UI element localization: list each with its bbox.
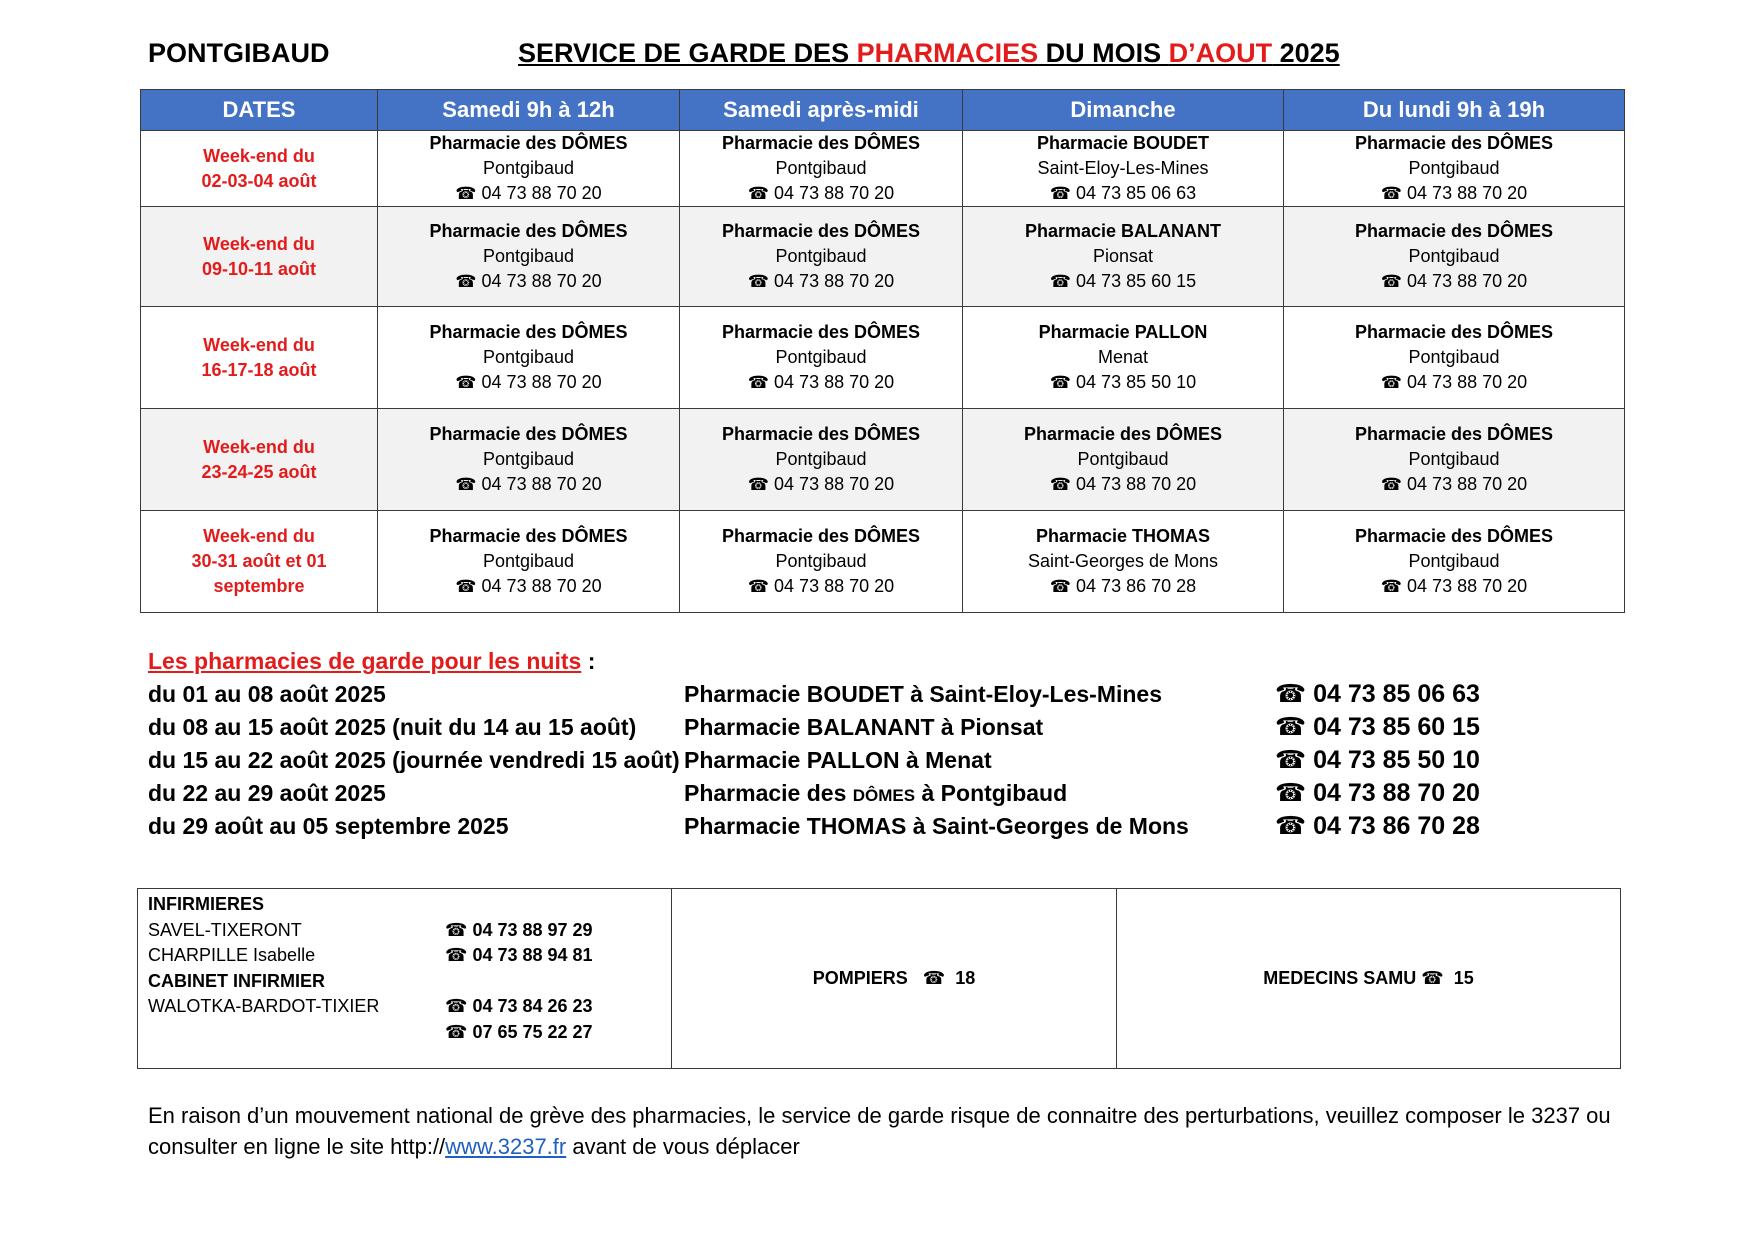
nurses-cell [138, 889, 672, 1069]
pharmacy-city: Pontgibaud [1408, 347, 1500, 367]
samu-cell [1117, 889, 1621, 1069]
phone-icon: ☎ [1049, 577, 1072, 596]
pharmacy-phone-number: 04 73 86 70 28 [1076, 576, 1197, 596]
nurse-entry [148, 943, 661, 969]
phone-icon: ☎ [1049, 184, 1072, 203]
cabinet-phone-number: 04 73 84 26 23 [472, 996, 593, 1016]
firefighters-cell [672, 889, 1117, 1069]
samu-label: MEDECINS SAMU [1263, 968, 1417, 988]
phone-icon: ☎ [1049, 475, 1072, 494]
weekend-date-line: 09-10-11 août [201, 258, 317, 279]
night-pharmacy: Pharmacie BOUDET à Saint-Eloy-Les-Mines [684, 681, 1163, 707]
phone-icon: ☎ [1380, 272, 1403, 291]
nurse-name: SAVEL-TIXERONT [148, 919, 302, 940]
pharmacy-phone-number: 04 73 85 06 63 [1076, 183, 1197, 203]
nurse-name: CHARPILLE Isabelle [148, 945, 316, 965]
pharmacy-phone-number: 04 73 88 70 20 [481, 474, 602, 494]
pharmacy-phone [382, 181, 675, 206]
pharmacy-city: Saint-Georges de Mons [1027, 551, 1219, 571]
pharmacy-city: Pontgibaud [1408, 158, 1500, 178]
phone-icon: ☎ [445, 1021, 468, 1042]
table-row [141, 207, 1625, 307]
cabinet-phone [445, 1020, 593, 1046]
night-row [148, 678, 1548, 711]
nurses-heading: INFIRMIERES [148, 894, 265, 914]
pharmacy-phone-number: 04 73 88 70 20 [774, 183, 895, 203]
cabinet-phone-number: 07 65 75 22 27 [472, 1021, 593, 1042]
pharmacy-cell [680, 307, 963, 409]
phone-icon: ☎ [1275, 779, 1307, 807]
pharmacy-phone [967, 181, 1279, 206]
pharmacy-phone-number: 04 73 88 70 20 [1407, 183, 1528, 203]
title-part-3: DU MOIS [1038, 38, 1169, 68]
pharmacy-phone-number: 04 73 88 70 20 [1076, 474, 1197, 494]
pharmacy-cell [378, 207, 680, 307]
pharmacy-cell [1284, 511, 1625, 613]
night-phone-number: 04 73 88 70 20 [1313, 779, 1480, 807]
header-saturday-morning: Samedi 9h à 12h [378, 90, 680, 131]
pharmacy-city: Pontgibaud [775, 158, 867, 178]
pharmacy-name: Pharmacie des DÔMES [721, 526, 921, 546]
pharmacy-name: Pharmacie des DÔMES [1023, 424, 1223, 444]
cabinet-phone [445, 994, 593, 1020]
pharmacy-phone-number: 04 73 88 70 20 [481, 271, 602, 291]
weekend-dates-cell [141, 131, 378, 207]
pharmacy-name: Pharmacie des DÔMES [1354, 526, 1554, 546]
strike-notice [148, 1100, 1628, 1162]
pharmacy-phone [1288, 269, 1620, 294]
header-saturday-afternoon: Samedi après-midi [680, 90, 963, 131]
phone-icon: ☎ [747, 475, 770, 494]
pharmacy-phone [684, 472, 958, 497]
pharmacy-phone-number: 04 73 88 70 20 [481, 576, 602, 596]
night-duty-heading-suffix: : [581, 648, 596, 674]
weekend-date-line: 16-17-18 août [201, 359, 317, 380]
pharmacy-name: Pharmacie des DÔMES [1354, 221, 1554, 241]
pharmacy-city: Pontgibaud [482, 246, 575, 266]
pharmacy-city: Pontgibaud [1408, 449, 1500, 469]
phone-icon: ☎ [445, 996, 468, 1016]
weekend-dates-cell [141, 409, 378, 511]
night-row [148, 744, 1548, 777]
nurse-phone-number: 04 73 88 97 29 [472, 919, 593, 940]
night-row [148, 810, 1548, 843]
pharmacy-city: Pontgibaud [775, 246, 867, 266]
phone-icon: ☎ [1049, 373, 1072, 392]
samu-number: 15 [1453, 968, 1474, 988]
night-pharmacy: Pharmacie THOMAS à Saint-Georges de Mons [684, 813, 1189, 839]
nurse-phone [445, 943, 593, 969]
weekend-date-line: 02-03-04 août [201, 170, 317, 191]
phone-icon: ☎ [1275, 746, 1307, 774]
night-phone-number: 04 73 86 70 28 [1313, 812, 1480, 840]
phone-icon: ☎ [455, 272, 477, 291]
pharmacy-city: Pontgibaud [482, 347, 575, 367]
header-weekdays: Du lundi 9h à 19h [1284, 90, 1625, 131]
phone-icon: ☎ [455, 184, 477, 203]
pharmacy-phone-number: 04 73 88 70 20 [1407, 372, 1528, 392]
nurse-phone-number: 04 73 88 94 81 [472, 945, 593, 965]
pharmacy-phone [684, 370, 958, 395]
night-phone [1275, 777, 1480, 810]
table-row [141, 131, 1625, 207]
night-pharmacy-part: à Pontgibaud [915, 780, 1068, 806]
phone-icon: ☎ [455, 475, 477, 494]
pharmacy-phone [684, 181, 958, 206]
pharmacy-phone [1288, 574, 1620, 599]
pharmacy-name: Pharmacie PALLON [1038, 322, 1208, 342]
pharmacy-phone [1288, 370, 1620, 395]
night-duty-heading-text: Les pharmacies de garde pour les nuits [148, 648, 582, 674]
night-duty-heading [148, 645, 1548, 678]
weekend-date-line: 30-31 août et 01 [191, 551, 327, 571]
table-row [141, 511, 1625, 613]
pharmacy-name: Pharmacie des DÔMES [721, 322, 921, 342]
duty-schedule-table [140, 89, 1625, 613]
nurse-phone [445, 918, 593, 944]
pharmacy-cell [1284, 207, 1625, 307]
title-part-4: D’AOUT [1168, 38, 1273, 68]
phone-icon: ☎ [1049, 272, 1072, 291]
phone-icon: ☎ [1275, 812, 1307, 840]
phone-icon: ☎ [1380, 373, 1403, 392]
website-link[interactable]: www.3237.fr [445, 1134, 567, 1159]
header-dates: DATES [141, 90, 378, 131]
phone-icon: ☎ [1421, 968, 1444, 988]
weekend-date-line: septembre [213, 576, 305, 596]
night-phone [1275, 711, 1480, 744]
night-phone-number: 04 73 85 06 63 [1313, 680, 1480, 708]
pharmacy-phone-number: 04 73 85 60 15 [1076, 271, 1197, 291]
pharmacy-cell [963, 409, 1284, 511]
night-period: du 29 août au 05 septembre 2025 [148, 813, 509, 839]
night-phone [1275, 744, 1480, 777]
pharmacy-cell [1284, 307, 1625, 409]
pharmacy-phone-number: 04 73 88 70 20 [774, 474, 895, 494]
night-phone-number: 04 73 85 60 15 [1313, 713, 1480, 741]
pharmacy-name: Pharmacie des DÔMES [721, 221, 921, 241]
night-pharmacy [684, 777, 1067, 812]
pharmacy-name: Pharmacie des DÔMES [429, 221, 628, 241]
phone-icon: ☎ [1380, 475, 1403, 494]
pharmacy-cell [1284, 131, 1625, 207]
pharmacy-name: Pharmacie des DÔMES [429, 322, 628, 342]
pharmacy-cell [1284, 409, 1625, 511]
weekend-date-line: Week-end du [203, 145, 315, 166]
weekend-date-line: Week-end du [203, 526, 315, 546]
pharmacy-cell [963, 207, 1284, 307]
pharmacy-cell [680, 131, 963, 207]
page-title [518, 38, 1340, 69]
phone-icon: ☎ [445, 919, 468, 940]
night-phone-number: 04 73 85 50 10 [1313, 746, 1480, 774]
town-name: PONTGIBAUD [148, 38, 330, 68]
phone-icon: ☎ [747, 373, 770, 392]
phone-icon: ☎ [1275, 680, 1307, 708]
pharmacy-city: Saint-Eloy-Les-Mines [1037, 158, 1209, 178]
night-row [148, 711, 1548, 744]
firefighters-label: POMPIERS [812, 968, 908, 988]
pharmacy-cell [378, 307, 680, 409]
pharmacy-name: Pharmacie THOMAS [1035, 526, 1211, 546]
pharmacy-cell [963, 511, 1284, 613]
weekend-date-line: Week-end du [203, 233, 315, 254]
pharmacy-phone-number: 04 73 85 50 10 [1076, 372, 1197, 392]
pharmacy-phone-number: 04 73 88 70 20 [1407, 576, 1528, 596]
pharmacy-phone-number: 04 73 88 70 20 [774, 372, 895, 392]
phone-icon: ☎ [1380, 577, 1403, 596]
night-period: du 22 au 29 août 2025 [148, 780, 386, 806]
pharmacy-name: Pharmacie des DÔMES [1354, 133, 1554, 153]
cabinet-heading: CABINET INFIRMIER [148, 970, 325, 991]
phone-icon: ☎ [1380, 184, 1403, 203]
pharmacy-name: Pharmacie BOUDET [1036, 133, 1210, 153]
pharmacy-cell [378, 409, 680, 511]
cabinet-name: WALOTKA-BARDOT-TIXIER [148, 996, 380, 1016]
firefighters-number: 18 [955, 968, 976, 988]
pharmacy-phone [684, 269, 958, 294]
pharmacy-city: Pontgibaud [775, 449, 867, 469]
phone-icon: ☎ [455, 577, 477, 596]
contacts-table [137, 888, 1621, 1069]
title-part-5: 2025 [1272, 38, 1340, 68]
pharmacy-phone [382, 269, 675, 294]
pharmacy-phone-number: 04 73 88 70 20 [481, 183, 602, 203]
pharmacy-city: Pontgibaud [1408, 551, 1500, 571]
night-pharmacy: Pharmacie PALLON à Menat [684, 747, 992, 773]
pharmacy-cell [963, 131, 1284, 207]
night-duty-section [148, 645, 1548, 843]
pharmacy-city: Menat [1097, 347, 1149, 367]
pharmacy-cell [378, 131, 680, 207]
weekend-date-line: Week-end du [203, 436, 315, 457]
pharmacy-name: Pharmacie des DÔMES [429, 526, 628, 546]
notice-text-end: avant de vous déplacer [566, 1134, 800, 1159]
pharmacy-phone [382, 574, 675, 599]
table-row [141, 409, 1625, 511]
pharmacy-phone-number: 04 73 88 70 20 [481, 372, 602, 392]
pharmacy-phone [967, 472, 1279, 497]
pharmacy-name: Pharmacie des DÔMES [1354, 322, 1554, 342]
weekend-date-line: 23-24-25 août [201, 461, 317, 482]
phone-icon: ☎ [747, 577, 770, 596]
pharmacy-phone [1288, 181, 1620, 206]
phone-icon: ☎ [455, 373, 477, 392]
table-header-row [141, 90, 1625, 131]
night-pharmacy-part: DÔMES [852, 786, 916, 805]
pharmacy-cell [963, 307, 1284, 409]
title-part-2: PHARMACIES [856, 38, 1039, 68]
pharmacy-phone-number: 04 73 88 70 20 [1407, 474, 1528, 494]
weekend-dates-cell [141, 207, 378, 307]
pharmacy-city: Pontgibaud [775, 551, 867, 571]
pharmacy-name: Pharmacie des DÔMES [721, 424, 921, 444]
pharmacy-cell [680, 511, 963, 613]
pharmacy-cell [680, 207, 963, 307]
phone-icon: ☎ [445, 945, 468, 965]
pharmacy-cell [378, 511, 680, 613]
table-row [141, 307, 1625, 409]
phone-icon: ☎ [922, 968, 946, 988]
pharmacy-cell [680, 409, 963, 511]
night-period: du 08 au 15 août 2025 (nuit du 14 au 15 août) [148, 714, 637, 740]
pharmacy-phone-number: 04 73 88 70 20 [774, 576, 895, 596]
pharmacy-phone-number: 04 73 88 70 20 [774, 271, 895, 291]
pharmacy-phone [967, 370, 1279, 395]
pharmacy-name: Pharmacie BALANANT [1024, 221, 1222, 241]
pharmacy-name: Pharmacie des DÔMES [721, 133, 921, 153]
phone-icon: ☎ [747, 272, 770, 291]
pharmacy-city: Pontgibaud [482, 449, 575, 469]
phone-icon: ☎ [747, 184, 770, 203]
cabinet-entry [148, 1020, 661, 1046]
header-sunday: Dimanche [963, 90, 1284, 131]
nurse-entry [148, 918, 661, 944]
weekend-dates-cell [141, 307, 378, 409]
night-row [148, 777, 1548, 810]
night-phone [1275, 810, 1480, 843]
pharmacy-phone [967, 269, 1279, 294]
pharmacy-phone [1288, 472, 1620, 497]
pharmacy-city: Pontgibaud [1077, 449, 1169, 469]
pharmacy-city: Pionsat [1092, 246, 1154, 266]
pharmacy-phone [382, 370, 675, 395]
night-pharmacy-part: Pharmacie des [684, 780, 853, 806]
pharmacy-city: Pontgibaud [1408, 246, 1500, 266]
pharmacy-name: Pharmacie des DÔMES [429, 424, 628, 444]
title-part-1: SERVICE DE GARDE DES [518, 38, 857, 68]
pharmacy-name: Pharmacie des DÔMES [429, 133, 628, 153]
weekend-date-line: Week-end du [203, 334, 315, 355]
pharmacy-city: Pontgibaud [775, 347, 867, 367]
pharmacy-name: Pharmacie des DÔMES [1354, 424, 1554, 444]
pharmacy-phone [684, 574, 958, 599]
pharmacy-phone [382, 472, 675, 497]
notice-text: En raison d’un mouvement national de grève des pharmacies, le service de garde risque de connaitre des perturbations, veuillez composer le 3237 ou consulter en ligne le site http:// [148, 1103, 1611, 1159]
pharmacy-phone-number: 04 73 88 70 20 [1407, 271, 1528, 291]
night-period: du 15 au 22 août 2025 (journée vendredi 15 août) [148, 747, 680, 773]
night-period: du 01 au 08 août 2025 [148, 681, 386, 707]
pharmacy-phone [967, 574, 1279, 599]
pharmacy-city: Pontgibaud [482, 158, 575, 178]
night-phone [1275, 678, 1480, 711]
weekend-dates-cell [141, 511, 378, 613]
night-pharmacy: Pharmacie BALANANT à Pionsat [684, 714, 1044, 740]
pharmacy-city: Pontgibaud [482, 551, 575, 571]
phone-icon: ☎ [1275, 713, 1307, 741]
cabinet-entry [148, 994, 661, 1020]
